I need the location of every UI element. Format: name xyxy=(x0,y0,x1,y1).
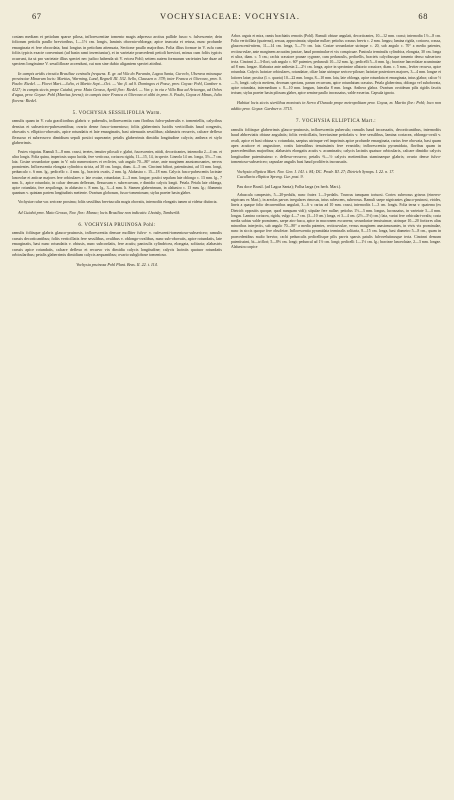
paragraph-description-elliptica: Arbuscula campestris, 5—20-pedalis, nunc frutex 1—3-pedalis. Truncus tamquam tortuosi. Cortex suberosus griseus (einereo-nigricans ex Mart.), in areolas parvas irregulares rimosus, intus rubescens, suberosus. Ramuli saepe nigricantes glauco-pruinosi, virides, lineis a quaque folio decurrentibus angulati, 3—6 v. rarius ad 10 mm. crassi, internodiis 1—3 cm. longis. Folia terna v. quaterna (ex Dietrich oppositis quoque, quod nunquam vidi); stipulae fere nullae; petiolus 1½—3 mm. longus, lucrassatus, in varietate 3—4 mm. longus. Lamina coriacea, rigida, vulgo 4—7 cm. (3—10 cm.) longa, et 3—4 cm. (2½—5½) cm.) lata, variat fere orbiculari-ovalis; costa media subtus valde prominens, saepe atro-fusca, apice in mucronem excurrens; secundariae tenuissimae, utrinque 10—20 fortiores alias minoribus interjectis, sub angulo 70—80° a media patentes, recticurvulae, versus marginem anastomosantes, in vivis vix prominulae, nunc in siccis quoque fere obsoletae. Inflorescentia pyramidata terminalis solitaria, 8—15 cm. longa, basi diametro 5—8 cm., quam in praecedentibus multo brevior, rachi pedunculis pedicellisque pilis parvis sparsis patulis fulvovelutinusque tecta. Cincinni densum patentissimi, bi—triflori; 5—8⅔ cm. longi; peduncul ad 1½ cm. longi; pedicelli 1—1½ cm. lg.; bracteae lanceolatae, 2—3 mm. longae. Alabastra carpice xyxy=(231,192,441,249)
paragraph-habitat-pruinosa: Habitat locis siccis sterilibus montosis in Serra d'Ourada prope metropolitam prov. Goyaz, m. Martio flor.: Pohl; loco non addito prov. Goyaz: Gardner n. 3715. xyxy=(231,100,441,111)
paragraph-habitat-sessilifolia: Ad Cuiabá prov. Mato Grosso, Nov. flor.: Manso; locis Brasiliae non indicatis: Lhotsky, Tamberlik. xyxy=(18,209,181,215)
paragraph-variety-notes: costam mediam et petiolum sparse pilosa, inflorescentiae tomento magis adpresso arctius pallide fusco v. fulvescente; dein foliorum petiolis paullo brevioribus, 1—1½ cm. longis, laminis obovato-oblonga; apice truncata et retusa, nunc profunde emarginata et fere obcordata, basi longius in petiolum attenuata, Sectione paullo majoribus. Folia illius formae in V. rufa cum foliis typicis exacte conveniunt (ad basin rami inveniuntur), et in varietate praecedenti petioli breviori, minus cum foliis typicis ocurrunt, ita ut pro varietate illius speciei nec judico habenda sit V. ericea Pohl; settem autem formarum varietates hae duae ad speciem longissime V. sessiliflorae accendunt, cui non sine dubio aligantem speciei attribui. xyxy=(12,34,222,67)
running-title: VOCHYSIACEAE: VOCHYSIA. xyxy=(159,12,301,21)
page-number: 67 xyxy=(32,12,42,21)
two-column-body xyxy=(12,34,442,267)
paragraph-note-sessilifolia: Vochysiae rufae var. sericeae proxima; foliis sessilibus breviusculis magis obovatis, internodiis elongatis tamen ut videtur distincta. xyxy=(18,200,218,205)
paragraph-diagnosis-pruinosa: ramulis foliisque glabris glauco-pruinosis, inflorescentia densae molliter fulvo- v. rufescenti-tomentoso-subsericeo; ramulis crassis decorticantibus; foliis verticillatis fere sessilibus, ovalibus v. oblongo-ovalibus, nunc sub-obovatis, apice rotundatis, late emarginatis, basi nunc rotundatis v. obtusis, nunc subcordatis, fere acutis; paniculis cylindricea, elongata, solitaria; alabastris crassis apice rotundatis, calcare deflexo et recurvo vix dimidia calycis longitudine; calycis laciniis quatuor rotundatis orbicularibus; petalis glaberrimis dimidium calycis aequantibus; ovario subglobose tomentoso. xyxy=(12,230,222,258)
citation-elliptica-1: Vochysia elliptica Mart. Nov. Gen. I. 141. t. 84; DC. Prodr. III. 27; Dietrich Synops. I. 22. n. 17. xyxy=(237,168,395,174)
paragraph-habitat-rufa: In campis aridis circuitu Brasiliae centralis frequens. E. gr. ad Vila do Paranán, Lagoa Santa, Curvelo, Uberava minasque provinciae Minarum locis: Martius, Warming, Lund, Regnell III. 532. Sello, Claussen n. 378; inter Franca et Uberava, prov. S. Paulo: Riedel. — Floret Mart.—Julio, et Martio Sept.—Oct. — Var. β. ad S. Domingos et Posse, prov. Goyaz: Pohl, Gardner n. 4127; in campis siccis prope Cuiabá, prov. Mato Grosso, Aprili flor.: Riedel. — Var. γ. in via e Villa Boa ad Aricanga, ad Orbes d'agua, prov. Goyaz: Pohl (Martius ferens); in campis inter Franca et Uberava et alibi in prov. S. Paulo, Goyaz et Minas, Julio florens: Riedel. xyxy=(12,70,222,103)
citation-pruinosa: Vochysia pruinosa Pohl Plant. Bras. II. 22. t. 114. xyxy=(76,261,158,267)
species-heading-sessilifolia: 5. VOCHYSIA SESSILIFOLIA Warm. xyxy=(72,111,162,117)
right-column xyxy=(231,34,441,267)
vernacular-names-elliptica: Pau doce Brasil. (ad Lagoa Santa); Folha larga (ex herb. Mart.). xyxy=(237,183,342,189)
running-header xyxy=(12,12,442,28)
paragraph-diagnosis-sessilifolia: ramulis quam in V. rufa gracilioribus glabris v. puberulis, inflorescentia cum floribus fulvo-puberulis v. tomentellis, calycibus densius et subsericeo-pubescentibus; ovario dense fusco-tomentoso; foliis glaberrimis lucidis verticillatis haud congestis, obovatis v. elliptico-obovatis, apice rotundatis et late emarginatis, basi attenuatis sessilibus; alabastris recurvis, calcare deflexo flexuoso et subrecurvo dimidium sepali postici superante; petalis glaberrimis dimidia longitudine calycis; anthera et stylo glaberrimis. xyxy=(12,118,222,146)
left-column xyxy=(12,34,222,267)
paragraph-description-sessilifolia: Frutex virgatus. Ramuli 5—8 mm. crassi, teretes, tenuiter pilosuli v. glabri, fuscescentes, nitidi, decorticantes, internodia 2—4 cm. et ultra longis. Folia quina, imperiosis supra lucida, fere verticosa, coriacea rigida, 11—15, 14, in specie. Lineola 14 cm. longa, 3½—7 cm. lata. Costae secundariae quam in V. rufa numerosiores et reclivies, sub angulo 70—80° ortae, ante marginem anastomosantes, nervos promientes. Inflorescentia elongata cylindrica stricta, ad 30 cm. longa, diam. 4—5 cm. Cincinni bifiori, patentissimi, ad 13 mm. longi, pedunculo c. 6 mm. lg., pedicello c. 4 mm. lg., bracteis ovatis, 2 mm. lg. Alabastra c. 15—18 mm. Calycis fusco-pubescentis laciniae lanceolae et anticae majores fere orbiculares v. late ovatae, rotundatae, 2—3 mm. longae; postici sepalum late oblongo c. 13 mm. lg., 7 mm. lt., apice rotundato, in calcar densum deflexum, flexuosum v. subrecurvum, e dimidio calycis longii. Petala. Petala late oblonga, apice rotundata, fere aequilonga, in alabastro c. 8 mm. lg., 3—4 mm. lt. Stamen glaberrimum, in alabastro c. 13 mm. lg.; filamento quantum v. quintam partem longitudinis metiente. Ovarium globosum, fusco-tomentosum; stylus praeter basin glaber. xyxy=(12,149,222,196)
paragraph-description-pruinosa: Arbor. arguis et mira, ramis brachiatis remotis (Pohl). Ramuli obtuse angulati, decorticantes, 10—12 mm. crassi; internodia 1½—8 cm. Folia verticillata (quaterna), sessua, approximata; stipulae nullae; petiolus crassus brevis c. 2 mm. longus; lamina rigida, coriacea, crassa, glaucescenti-nitens, 11—14 cm. longa, 5—7½ cm. lata. Costae secundariae utrinque c. 20, sub angulo c. 70° a media patentes, recticurvulae, ante marginem arcuatim junctae, haud prominulae et vix conspicuae. Panicula terminalis cylindrica, elongata, 30 cm. longa et ultra, diam. c. 5 cm.; rachis crassiore prunae cygneae, cum pedunculis, pedicellis, bracteis calycibusque tomento denso subsericeo tecta. Cincinni 2—3-flori, sub angulo c. 60° patentes; pedunculi 10—12 mm. lg.; pedicelli 5—6 mm. lg.; bracteae lanceolatae acuminatae ad 8 mm. longae. Alabastra ante anthesin 2—2½ cm. longa, apice in specimine allatorio crassiore, diam. c. 5 mm., leviter recurva, apice rotundata. Calycis laciniae orbiculares, rotundatae, ciliae latae utrinque sericeo-pilosae; laciniae posteriores majores, 3—4 mm. longae et latiores latae; postica (l. c. quarta) 10—22 mm. longa, 8—10 mm. lata, late oblonga, apice rotundata et emarginata, intus glabra; calcar ½—⅓, longit. calycis metiens, deorsum spectans, parum recurvum, apice rotundatum crassius. Petala glaberrima, oblonga vel subobovata, apice rotundata, intermedium c. 8—10 mm. longum, lateralia 8 mm. longa. Anthera glabra. Ovarium ovoideum pilis rigidis fasciis tectum; stylus praeter basin pilosam glaber, apice semine paullo incrassatus, valde exsertus. Capsula ignota. xyxy=(231,34,441,96)
paragraph-diagnosis-elliptica: ramulis foliisque glaberrimis glauco-pruinosis, inflorescentia puberula; ramulis haud incrassatis, decorticantibus, internodiis haud abbreviatis obtuse angulatis; foliis verticillatis, breviusime petiolatis v. fere sessilibus, lamina coriacea, oblongo-ovali v. ovali, apice et basi obtusa v. rotundata, saepius utrinque vel imprimis apice profunde emarginata, rarius fere obovata, basi quam apex acutiore et angustiore, costis lateralibus tenuissimis fere evanidis; inflorescentia pyramidata, floribus quam in praecedentibus majoribus; alabastris elongatis acutis v. acuminatis; calycis laciniis quatuor orbicularis, calcare dimidio calycis longitudine patentissimo v. deflexo-recurvo; petalis ⅔—½ calycis metientibus staminaeque glabris; ovario dense fulvo-tomentoso-subsericeo; capsulae angulis basi haud proliferis incrassatis. xyxy=(231,126,441,165)
species-heading-elliptica: 7. VOCHYSIA ELLIPTICA Mart.: xyxy=(296,119,376,125)
citation-elliptica-2: Cucullaria elliptica Spreng. Cur. post. 9. xyxy=(237,174,304,180)
species-heading-pruinosa: 6. VOCHYSIA PRUINOSA Pohl: xyxy=(78,223,156,229)
sheet-number: 68 xyxy=(418,12,428,21)
